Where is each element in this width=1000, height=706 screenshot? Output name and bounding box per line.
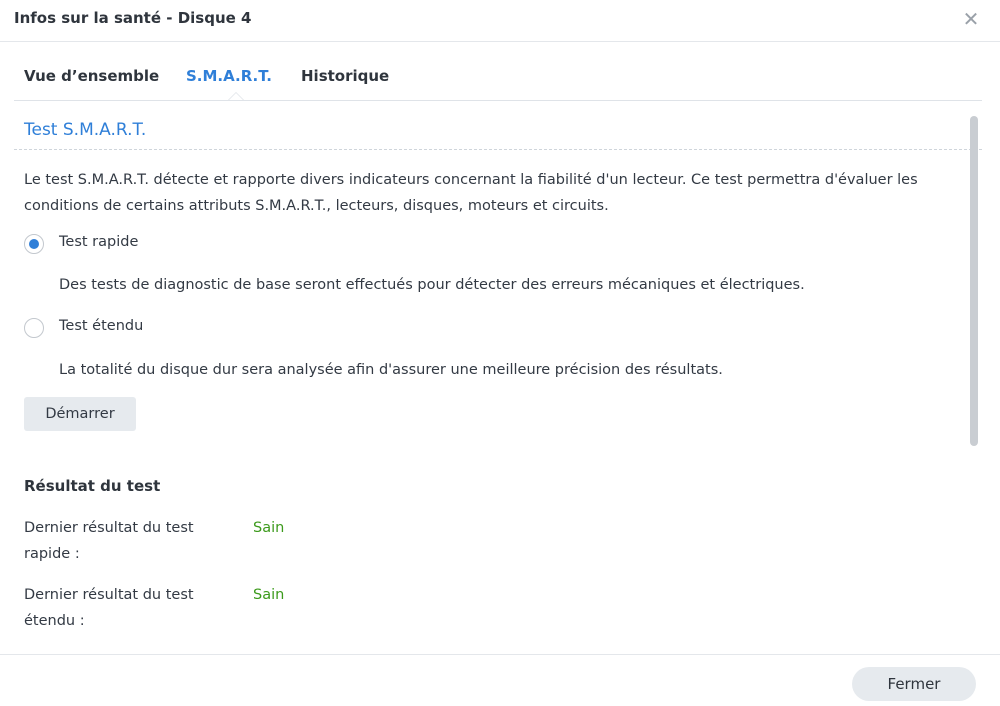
status-badge-quick: Sain bbox=[253, 520, 285, 536]
section-divider bbox=[14, 149, 982, 150]
tab-smart[interactable]: S.M.A.R.T. bbox=[186, 67, 272, 85]
result-label-quick: Dernier résultat du test rapide : bbox=[24, 520, 194, 562]
extended-test-description: La totalité du disque dur sera analysée afin d'assurer une meilleure précision des résultats. bbox=[59, 362, 723, 378]
active-tab-caret-icon bbox=[228, 92, 244, 100]
radio-quick-test[interactable] bbox=[24, 233, 224, 257]
section-title-smart-test: Test S.M.A.R.T. bbox=[24, 120, 147, 140]
dialog-title: Infos sur la santé - Disque 4 bbox=[14, 9, 252, 27]
scrollbar-thumb[interactable] bbox=[970, 116, 978, 446]
tab-history[interactable]: Historique bbox=[301, 67, 390, 85]
radio-unchecked-icon bbox=[24, 318, 44, 338]
radio-label: Test étendu bbox=[59, 318, 144, 334]
status-badge-extended: Sain bbox=[253, 587, 285, 603]
smart-description: Le test S.M.A.R.T. détecte et rapporte divers indicateurs concernant la fiabilité d'un lecteur. Ce test permettra d'évaluer les conditions de certains attributs S.M.A.R.T., lecteurs, disques, moteurs et circuits. bbox=[24, 172, 918, 214]
radio-extended-test[interactable] bbox=[24, 317, 224, 341]
close-button[interactable]: Fermer bbox=[852, 667, 976, 701]
result-label-extended: Dernier résultat du test étendu : bbox=[24, 587, 194, 629]
start-button[interactable]: Démarrer bbox=[24, 397, 136, 431]
radio-label: Test rapide bbox=[59, 234, 139, 250]
footer-divider bbox=[0, 654, 1000, 655]
tab-bar bbox=[14, 43, 982, 101]
tab-overview[interactable]: Vue d’ensemble bbox=[24, 67, 160, 85]
close-icon[interactable]: ✕ bbox=[962, 7, 980, 31]
quick-test-description: Des tests de diagnostic de base seront effectués pour détecter des erreurs mécaniques et électriques. bbox=[59, 277, 805, 293]
results-title: Résultat du test bbox=[24, 477, 161, 495]
radio-checked-icon bbox=[24, 234, 44, 254]
dialog-titlebar bbox=[0, 0, 1000, 42]
